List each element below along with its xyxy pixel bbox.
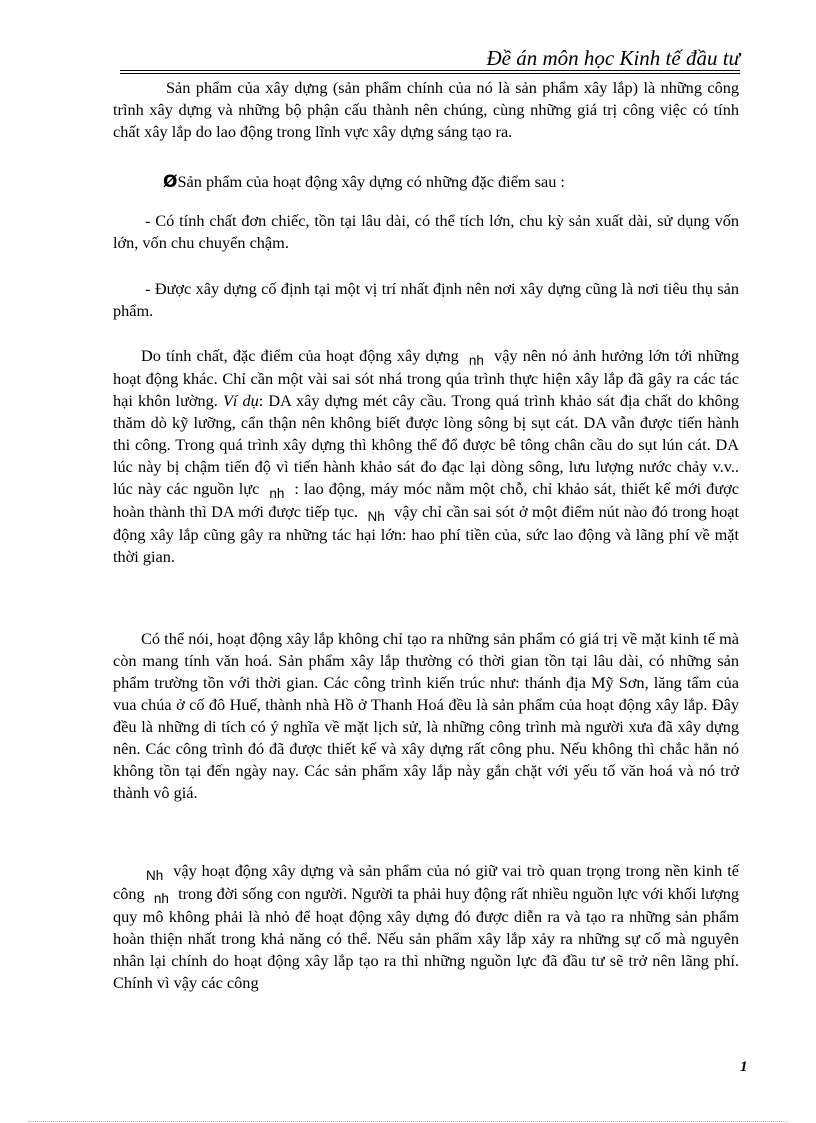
paragraph-5-nh-3: Nh [367, 509, 385, 524]
paragraph-7-nh-2: nh [153, 891, 169, 906]
paragraph-4 [113, 278, 739, 322]
paragraph-7 [113, 860, 739, 994]
paragraph-6 [113, 628, 739, 804]
page-number: 1 [740, 1059, 748, 1075]
paragraph-1-text: Sản phẩm của xây dựng (sản phẩm chính của nó là sản phẩm xây lắp) là những công trình xây dựng và những bộ phận cấu thành nên chúng, cùng những giá trị công việc có tính chất xây lắp do lao động trong lĩnh vực xây dựng sáng tạo ra. [113, 78, 739, 142]
page-header [120, 44, 740, 76]
paragraph-3 [113, 210, 739, 254]
paragraph-1 [113, 77, 739, 144]
paragraph-5-example-label: Ví dụ [222, 391, 259, 410]
paragraph-4-text: - Được xây dựng cố định tại một vị trí nhất định nên nơi xây dựng cũng là nơi tiêu thụ sản phẩm. [113, 279, 739, 321]
paragraph-2-text: Sản phẩm của hoạt động xây dựng có những đặc điểm sau : [177, 172, 565, 191]
page-bottom-divider [28, 1121, 788, 1122]
paragraph-5 [113, 345, 739, 568]
paragraph-2 [113, 171, 739, 193]
paragraph-3-text: - Có tính chất đơn chiếc, tồn tại lâu dài, có thể tích lớn, chu kỳ sản xuất dài, sử dụng vốn lớn, vốn chu chuyển chậm. [113, 211, 739, 253]
header-rule-thick [120, 70, 740, 71]
arrow-bullet-icon: Ø [163, 172, 178, 192]
paragraph-5-nh-2: nh [269, 486, 285, 501]
paragraph-5-text-b: vậy nên nó ảnh hưởng lớn tới những hoạt động khác. Chỉ cần một vài sai sót nhá trong qúa trình thực hiện xây lắp đã gây ra các tác hại khôn lường. [113, 346, 739, 410]
paragraph-5-text-d: : lao động, máy móc nằm một chỗ, chỉ khảo sát, thiết kế mới được hoàn thành thì DA mới được tiếp tục. [113, 479, 739, 521]
paragraph-7-nh-1: Nh [146, 868, 164, 883]
paragraph-6-text: Có thể nói, hoạt động xây lắp không chỉ tạo ra những sản phẩm có giá trị về mặt kinh tế mà còn mang tính văn hoá. Sản phẩm xây lắp thường có thời gian tồn tại lâu dài, có những sản phẩm trường tồn với thời gian. Các công trình kiến trúc như: thánh địa Mỹ Sơn, lăng tẩm của vua chúa ở cố đô Huế, thành nhà Hồ ở Thanh Hoá đều là sản phẩm của hoạt động xây lắp. Đây đều là những di tích có ý nghĩa về mặt lịch sử, là những công trình mà người xưa đã xây dựng nên. Các công trình đó đã được thiết kế và xây dựng rất công phu. Nếu không thì chắc hẳn nó không tồn tại đến ngày nay. Các sản phẩm xây lắp này gắn chặt với yếu tố văn hoá và nó trở thành vô giá. [113, 629, 739, 802]
paragraph-5-text-a: Do tính chất, đặc điểm của hoạt động xây dựng [141, 346, 459, 365]
paragraph-5-nh-1: nh [468, 353, 484, 368]
paragraph-5-text-c: : DA xây dựng mét cây cầu. Trong quá trình khảo sát địa chất do không thăm dò kỹ lưỡng, cẩn thận nên không biết được lòng sông bị sụt cát. DA vẫn được tiến hành thi công. Trong quá trình xây dựng thì không thể đổ được bê tông chân cầu do sụt lún cát. DA lúc này bị chậm tiến độ vì tiến hành khảo sát đo đạc lại dòng sông, lưu lượng nước chảy v.v.. lúc này các nguồn lực [113, 391, 740, 498]
paragraph-5-text-e: vậy chỉ cần sai sót ở một điểm nút nào đó trong hoạt động xây lắp cũng gây ra những tác hại lớn: hao phí tiền của, sức lao động và lãng phí về mặt thời gian. [113, 502, 740, 566]
header-rule-thin [120, 73, 740, 74]
paragraph-7-text-a: vậy hoạt động xây dựng và sản phẩm của nó giữ vai trò quan trọng trong nền kinh tế công [113, 861, 739, 903]
paragraph-7-text-b: trong đời sống con người. Người ta phải huy động rất nhiều nguồn lực với khối lượng quy mô không phải là nhỏ để hoạt động xây dựng đó được diễn ra và tạo ra những sản phẩm hoàn thiện nhất trong khả năng có thể. Nếu sản phẩm xây lắp xảy ra những sự cố mà nguyên nhân lại chính do hoạt động xây lắp tạo ra thì những nguồn lực đã đầu tư sẽ trở nên lãng phí. Chính vì vậy các công [113, 884, 739, 992]
header-title: Đề án môn học Kinh tế đầu tư [486, 46, 740, 70]
